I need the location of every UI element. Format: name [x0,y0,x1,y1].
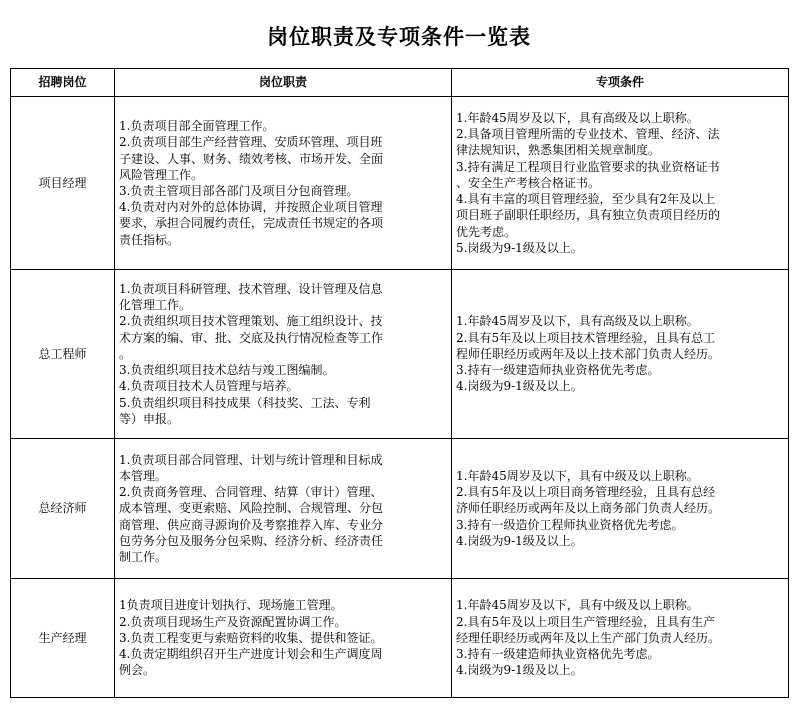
condition-line: 2.具备项目管理所需的专业技术、管理、经济、法 [456,127,720,142]
duty-line: 2.负责项目部生产经营管理、安质环管理、项目班 [119,135,383,150]
condition-line: 经理任职经历或两年及以上生产部门负责人经历。 [456,630,721,645]
duty-line: 要求，承担合同履约责任，完成责任书规定的各项 [119,216,384,231]
condition-line: 项目班子副职任职经历，具有独立负责项目经历的 [456,208,721,223]
duty-line: 4.负责项目技术人员管理与培养。 [119,379,299,394]
duty-line: 3.负责主管项目部各部门及项目分包商管理。 [119,184,359,198]
duty-line: 3.负责工程变更与索赔资料的收集、提供和签证。 [119,630,383,645]
header-conditions: 专项条件 [452,69,789,97]
duty-line: 2.负责商务管理、合同管理、结算（审计）管理、 [119,485,383,500]
condition-line: 3.持有一级建造师执业资格优先考虑。 [456,363,660,378]
condition-line: 3.持有满足工程项目行业监管要求的执业资格证书 [456,159,720,174]
duty-line: 2.负责项目现场生产及资源配置协调工作。 [119,614,347,629]
position-cell: 项目经理 [11,97,115,270]
header-duties: 岗位职责 [115,69,452,97]
condition-line: 济师任职经历或两年及以上商务部门负责人经历。 [456,501,721,516]
duty-line: 4.负责定期组织召开生产进度计划会和生产调度周 [119,647,383,662]
duty-line: 5.负责组织项目科技成果（科技奖、工法、专利 [119,395,371,410]
conditions-cell [452,97,789,270]
duty-line: 责任指标。 [119,232,180,247]
condition-line: 、安全生产考核合格证书。 [456,175,601,190]
condition-line: 3.持有一级造价工程师执业资格优先考虑。 [456,517,684,532]
table-row [11,579,789,698]
condition-line: 5.岗级为9-1级及以上。 [456,240,583,255]
duties-cell [115,270,452,439]
duties-cell [115,439,452,579]
duty-line: 术方案的编、审、批、交底及执行情况检查等工作 [119,330,384,345]
table-header-row [11,69,789,97]
duty-line: 3.负责组织项目技术总结与竣工图编制。 [119,363,335,378]
condition-line: 4.具有丰富的项目管理经验，至少具有2年及以上 [456,192,716,207]
document-title: 岗位职责及专项条件一览表 [267,24,531,49]
conditions-cell [452,270,789,439]
duties-cell [115,579,452,698]
duty-line: 等）申报。 [119,411,180,426]
table-row [11,97,789,270]
condition-line: 律法规知识，熟悉集团相关规章制度。 [456,143,661,158]
conditions-cell [452,579,789,698]
condition-line: 1.年龄45周岁及以下，具有高级及以上职称。 [456,314,699,329]
duty-line: 1负责项目进度计划执行、现场施工管理。 [119,598,343,613]
conditions-cell [452,439,789,579]
condition-line: 4.岗级为9-1级及以上。 [456,379,583,394]
position-cell: 总工程师 [11,270,115,439]
duty-line: 本管理。 [119,468,168,483]
condition-line: 1.年龄45周岁及以下，具有中级及以上职称。 [456,598,699,613]
duties-cell [115,97,452,270]
duty-line: 1.负责项目部全面管理工作。 [119,119,275,134]
duty-line: 化管理工作。 [119,298,192,313]
duty-line: 1.负责项目科研管理、技术管理、设计管理及信息 [119,282,383,297]
condition-line: 2.具有5年及以上项目生产管理经验，且具有生产 [456,614,716,629]
condition-line: 程师任职经历或两年及以上技术部门负责人经历。 [456,346,721,361]
duty-line: 2.负责组织项目技术管理策划、施工组织设计、技 [119,314,383,329]
duty-line: 制工作。 [119,550,168,564]
duty-line: 。 [119,346,132,361]
duty-line: 例会。 [119,663,156,678]
condition-line: 1.年龄45周岁及以下，具有中级及以上职称。 [456,468,699,483]
duty-line: 商管理、供应商寻源询价及考察推荐入库、专业分 [119,517,384,532]
position-cell: 总经济师 [11,439,115,579]
duty-line: 1.负责项目部合同管理、计划与统计管理和目标成 [119,452,383,467]
duty-line: 包劳务分包及服务分包采购、经济分析、经济责任 [119,533,384,548]
duty-line: 4.负责对内对外的总体协调，并按照企业项目管理 [119,200,383,215]
header-position: 招聘岗位 [11,69,115,97]
table-row [11,270,789,439]
requirements-table [10,68,789,698]
condition-line: 4.岗级为9-1级及以上。 [456,533,583,548]
condition-line: 3.持有一级建造师执业资格优先考虑。 [456,647,660,662]
duty-line: 成本管理、变更索赔、风险控制、合规管理、分包 [119,501,384,516]
condition-line: 2.具有5年及以上项目商务管理经验，且具有总经 [456,485,716,500]
condition-line: 1.年龄45周岁及以下，具有高级及以上职称。 [456,111,699,126]
condition-line: 2.具有5年及以上项目技术管理经验，且具有总工 [456,330,716,345]
position-cell: 生产经理 [11,579,115,698]
duty-line: 风险管理工作。 [119,167,204,182]
condition-line: 优先考虑。 [456,224,517,239]
condition-line: 4.岗级为9-1级及以上。 [456,663,583,678]
duty-line: 子建设、人事、财务、绩效考核、市场开发、全面 [119,151,384,166]
table-row [11,439,789,579]
